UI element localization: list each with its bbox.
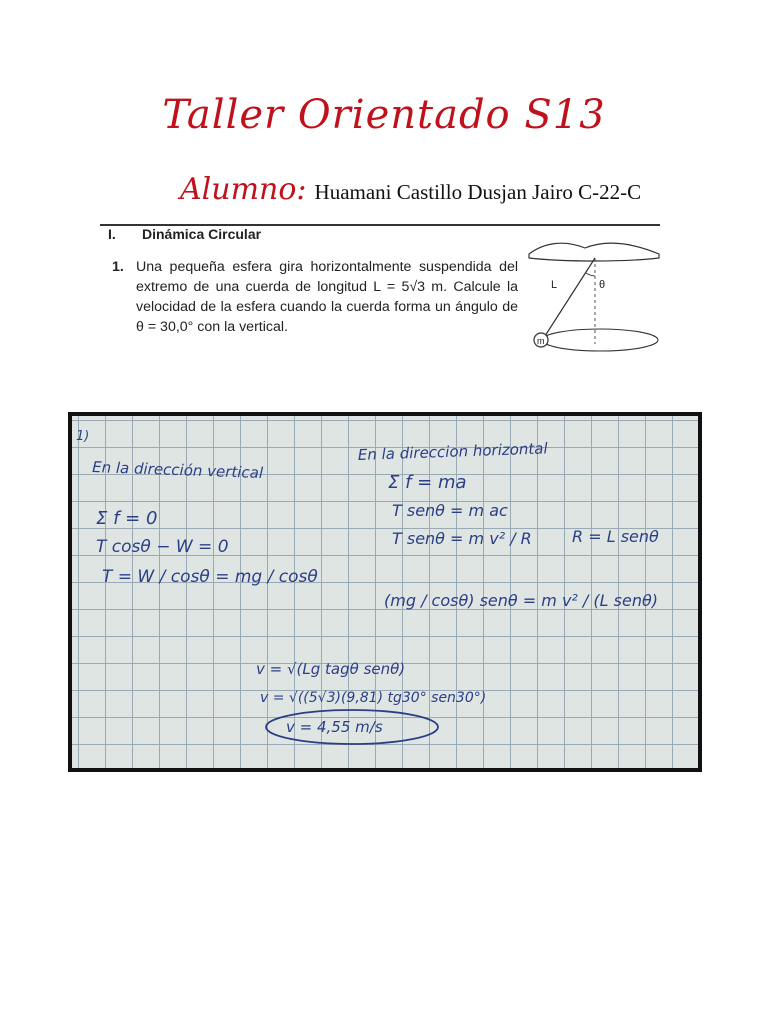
- mass-label: m: [537, 336, 545, 346]
- handwritten-notes: [68, 412, 702, 772]
- vertical-heading: En la dirección vertical: [91, 458, 264, 482]
- horizontal-heading: En la direccion horizontal: [357, 439, 548, 464]
- ceiling-support: [529, 243, 659, 261]
- student-name: Huamani Castillo Dusjan Jairo C-22-C: [314, 180, 642, 204]
- horizontal-line-1: Σ f = ma: [388, 472, 467, 493]
- angle-arc: [586, 273, 595, 276]
- length-label: L: [551, 279, 558, 291]
- document-title: Taller Orientado S13: [162, 92, 606, 138]
- problem-mark: 1): [76, 429, 90, 444]
- conical-pendulum-diagram: [525, 236, 665, 356]
- horizontal-line-5: (mg / cosθ) senθ = m v² / (L senθ): [384, 591, 658, 610]
- solution-line-1: v = √(Lg tagθ senθ): [256, 660, 406, 678]
- circular-path: [542, 329, 658, 351]
- section-heading: [108, 226, 261, 242]
- solution-line-2: v = √((5√3)(9,81) tg30° sen30°): [260, 690, 487, 706]
- section-number: I.: [108, 226, 116, 242]
- problem-text: Una pequeña esfera gira horizontalmente suspendida del extremo de una cuerda de longitud L = 5√3 m. Calcule la velocidad de la esfera cuando la cuerda forma un ángulo de θ = 30,0° con la vertical.: [136, 259, 518, 335]
- radius-relation: R = L senθ: [572, 527, 659, 546]
- section-title: Dinámica Circular: [142, 226, 262, 242]
- angle-label: θ: [599, 279, 606, 291]
- problem-statement: [112, 257, 518, 337]
- horizontal-line-3: T senθ = m v² / R: [392, 529, 532, 548]
- problem-number: 1.: [112, 259, 124, 275]
- string-line: [545, 258, 595, 336]
- student-line: [180, 172, 641, 207]
- solution-result: v = 4,55 m/s: [286, 718, 383, 736]
- vertical-line-1: Σ f = 0: [96, 508, 158, 529]
- horizontal-line-2: T senθ = m ac: [392, 501, 508, 520]
- vertical-line-2: T cosθ − W = 0: [96, 537, 229, 557]
- student-label: Alumno:: [180, 172, 307, 207]
- vertical-line-3: T = W / cosθ = mg / cosθ: [102, 567, 318, 587]
